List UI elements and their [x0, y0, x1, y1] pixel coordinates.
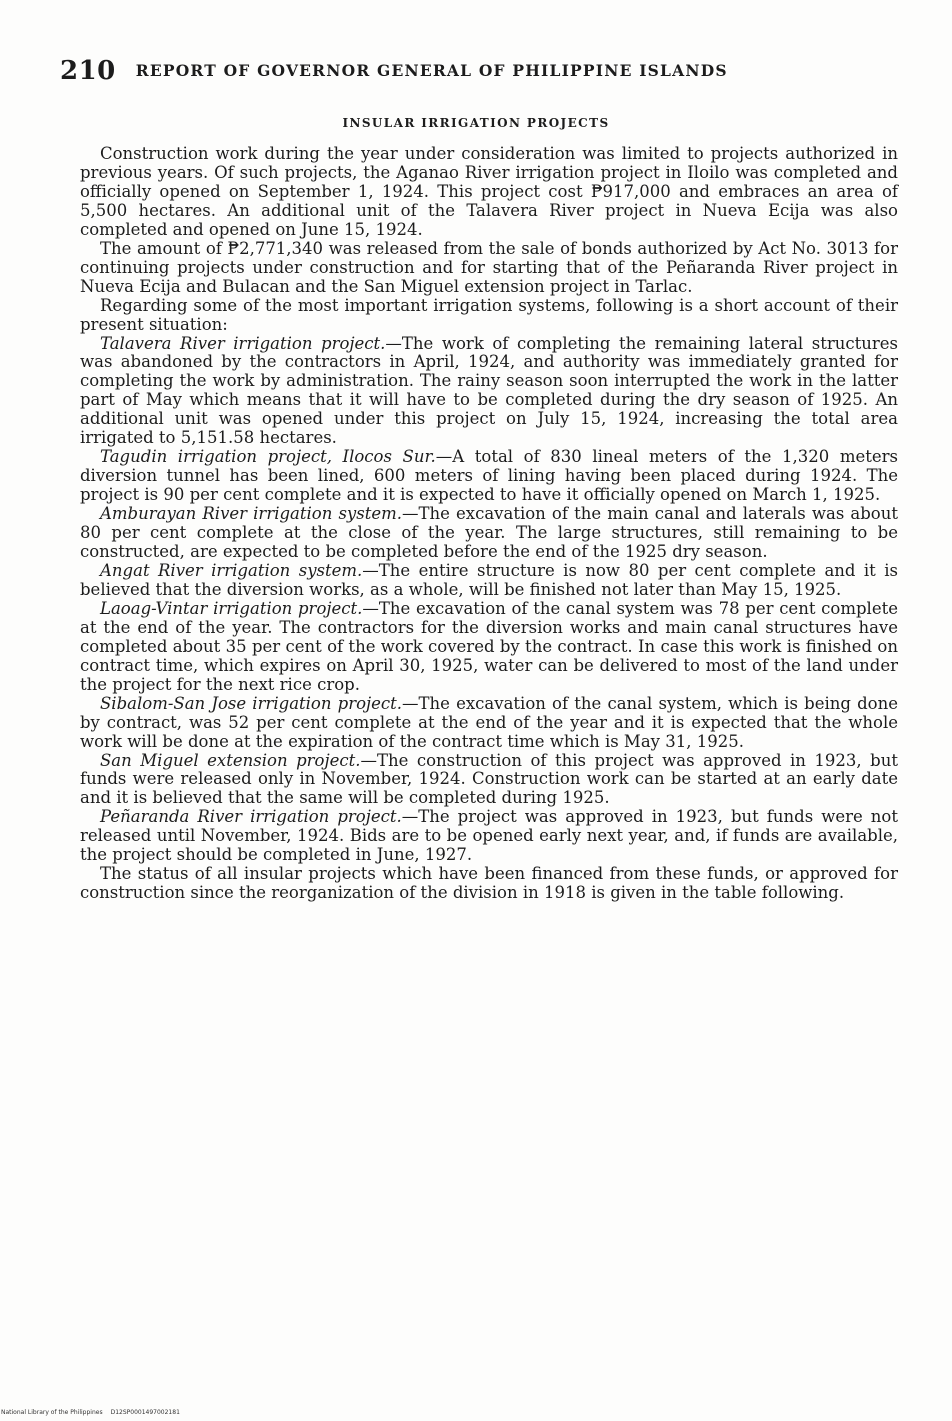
paragraph-tagudin [80, 448, 898, 505]
paragraph-talavera [80, 335, 898, 449]
project-title-san-miguel: San Miguel extension project. [100, 750, 361, 770]
paragraph-intro-systems: Regarding some of the most important irrigation systems, following is a short account of their present situation: [80, 295, 898, 334]
project-text-angat: —The entire structure is now 80 per cent complete and it is believed that the diversion works, as a whole, will be finished not later than May 15, 1925. [80, 560, 898, 599]
project-text-tagudin: —A total of 830 lineal meters of the 1,320 meters diversion tunnel has been lined, 600 meters of lining having been placed during 1924. The project is 90 per cent complete and it is expected to have it officially opened on March 1, 1925. [80, 447, 898, 505]
project-title-amburayan: Amburayan River irrigation system. [100, 504, 403, 524]
section-heading: INSULAR IRRIGATION PROJECTS [342, 116, 610, 130]
footer-library: National Library of the Philippines [1, 1409, 103, 1416]
paragraph-bond-release: The amount of ₱2,771,340 was released from the sale of bonds authorized by Act No. 3013 for continuing projects under construction and for starting that of the Peñaranda River project in Nueva Ecija and Bulacan and the San Miguel extension project in Tarlac. [80, 238, 898, 296]
paragraph-sibalom-san-jose [80, 695, 898, 752]
project-text-laoag-vintar: —The excavation of the canal system was 78 per cent complete at the end of the year. The contractors for the diversion works and main canal structures have completed about 35 per cent of the work covered by the contract. In case this work is finished on contract time, which expires on April 30, 1925, water can be delivered to most of the land under the project for the next rice crop. [80, 598, 898, 694]
paragraph-construction-work: Construction work during the year under consideration was limited to projects authorized in previous years. Of such projects, the Aganao River irrigation project in Iloilo was completed and officially opened on September 1, 1924. This project cost ₱917,000 and embraces an area of 5,500 hectares. An additional unit of the Talavera River project in Nueva Ecija was also completed and opened on June 15, 1924. [80, 144, 898, 239]
project-title-sibalom-san-jose: Sibalom-San Jose irrigation project. [100, 693, 403, 713]
project-title-laoag-vintar: Laoag-Vintar irrigation project. [100, 598, 363, 618]
project-title-talavera: Talavera River irrigation project. [100, 333, 386, 353]
scan-footer [1, 1409, 188, 1416]
project-text-penaranda: —The project was approved in 1923, but funds were not released until November, 1924. Bids are to be opened early next year, and, if funds are available, the project should be completed in June, 1927. [80, 807, 898, 865]
project-title-angat: Angat River irrigation system. [100, 560, 363, 580]
page-number: 210 [60, 56, 116, 86]
project-text-talavera: —The work of completing the remaining lateral structures was abandoned by the contractors in April, 1924, and authority was immediately granted for completing the work by administration. The rainy season soon interrupted the work in the latter part of May which means that it will have to be completed during the dry season of 1925. An additional unit was opened under this project on July 15, 1924, increasing the total area irrigated to 5,151.58 hectares. [80, 333, 898, 448]
paragraph-status-table-intro: The status of all insular projects which have been financed from these funds, or approved for construction since the reorganization of the division in 1918 is given in the table following. [80, 864, 898, 903]
footer-code: D12SP0001497002181 [110, 1409, 180, 1416]
paragraph-angat [80, 562, 898, 600]
paragraph-amburayan [80, 505, 898, 562]
project-text-san-miguel: —The construction of this project was approved in 1923, but funds were released only in November, 1924. Construction work can be started at an early date and it is believed that the same will be completed during 1925. [80, 750, 898, 808]
project-title-penaranda: Peñaranda River irrigation project. [100, 807, 402, 827]
project-text-sibalom-san-jose: —The excavation of the canal system, which is being done by contract, was 52 per cent complete at the end of the year and it is expected that the whole work will be done at the expiration of the contract time which is May 31, 1925. [80, 693, 898, 751]
paragraph-san-miguel [80, 752, 898, 809]
body-text [80, 145, 898, 903]
paragraph-laoag-vintar [80, 600, 898, 695]
report-title: REPORT OF GOVERNOR GENERAL OF PHILIPPINE ISLANDS [135, 61, 728, 80]
paragraph-penaranda [80, 808, 898, 865]
project-text-amburayan: —The excavation of the main canal and laterals was about 80 per cent complete at the close of the year. The large structures, still remaining to be constructed, are expected to be completed before the end of the 1925 dry season. [80, 504, 898, 562]
running-head [60, 56, 840, 86]
project-title-tagudin: Tagudin irrigation project, Ilocos Sur. [100, 447, 436, 467]
